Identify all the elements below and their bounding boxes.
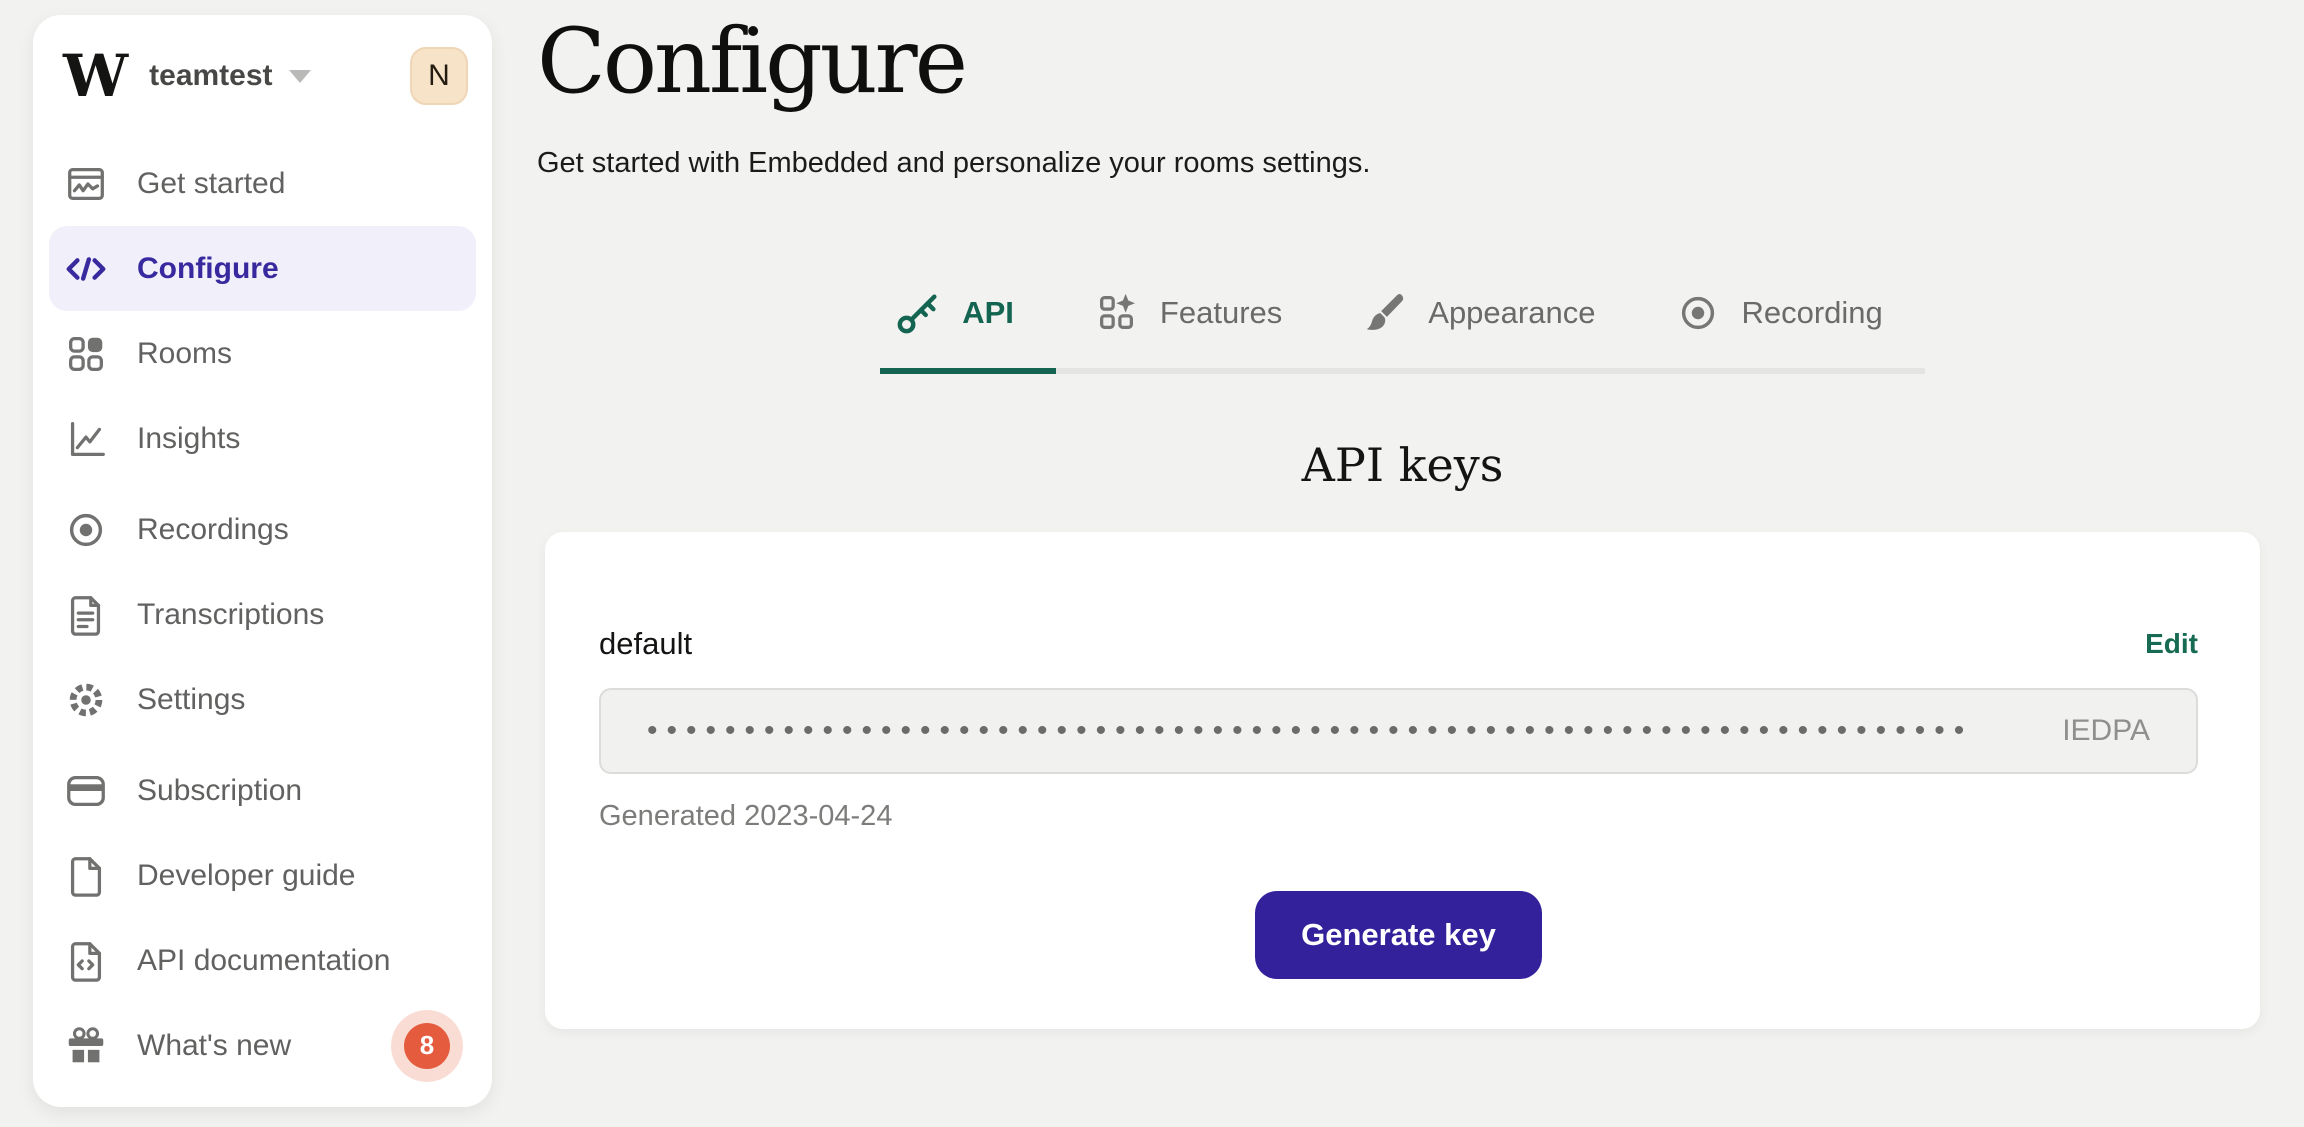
api-key-card — [545, 532, 2260, 1029]
sidebar-item-label: Developer guide — [137, 858, 356, 892]
sidebar-item-configure[interactable] — [49, 226, 476, 311]
sidebar-item-developer-guide[interactable] — [49, 833, 476, 918]
window-chart-icon — [63, 161, 109, 207]
sidebar-header — [49, 41, 476, 123]
sidebar-item-settings[interactable] — [49, 657, 476, 742]
tab-label: Appearance — [1428, 295, 1596, 330]
team-name[interactable]: teamtest — [149, 59, 273, 92]
page-title: Configure — [537, 9, 965, 114]
tab-label: API — [962, 295, 1014, 330]
record-icon — [63, 507, 109, 553]
document-lines-icon — [63, 592, 109, 638]
key-header — [599, 626, 2198, 662]
key-icon — [896, 290, 942, 336]
sidebar-item-label: Settings — [137, 682, 246, 716]
sidebar-item-get-started[interactable] — [49, 141, 476, 226]
credit-card-icon — [63, 768, 109, 814]
sidebar-item-label: Rooms — [137, 336, 233, 370]
configure-content — [545, 290, 2260, 1029]
tab-bar — [880, 290, 1925, 374]
sidebar-item-label: Configure — [137, 251, 279, 285]
gear-icon — [63, 677, 109, 723]
api-keys-heading: API keys — [1301, 438, 1504, 492]
sidebar-item-transcriptions[interactable] — [49, 572, 476, 657]
masked-key-value: •••••••••••••••••••••••••••••••••••••••••••••••••••••••••••••••••••• — [647, 716, 1974, 746]
key-suffix: IEDPA — [2062, 714, 2150, 747]
avatar[interactable]: N — [410, 47, 468, 105]
grid-icon — [63, 331, 109, 377]
sidebar-item-subscription[interactable] — [49, 748, 476, 833]
code-icon — [63, 246, 109, 292]
main-content — [537, 0, 2304, 1029]
tab-appearance[interactable] — [1346, 290, 1637, 368]
button-row — [599, 891, 2198, 979]
api-key-field[interactable] — [599, 688, 2198, 774]
page-subtitle: Get started with Embedded and personalize your rooms settings. — [537, 147, 1371, 179]
sidebar-item-label: Get started — [137, 166, 286, 200]
line-chart-icon — [63, 416, 109, 462]
sidebar-item-label: Recordings — [137, 512, 289, 546]
chevron-down-icon[interactable] — [289, 70, 311, 83]
key-name: default — [599, 626, 693, 661]
paintbrush-icon — [1362, 290, 1408, 336]
tab-recording[interactable] — [1659, 290, 1924, 368]
features-sparkle-icon — [1094, 290, 1140, 336]
page-code-icon — [63, 938, 109, 984]
sidebar-item-label: Subscription — [137, 773, 303, 807]
tab-features[interactable] — [1078, 290, 1324, 368]
sidebar-item-whats-new[interactable] — [49, 1003, 476, 1088]
whereby-logo: W — [63, 42, 126, 110]
sidebar-item-label: API documentation — [137, 943, 391, 977]
generated-date: Generated 2023-04-24 — [599, 800, 893, 832]
sidebar-item-insights[interactable] — [49, 396, 476, 481]
sidebar-item-api-documentation[interactable] — [49, 918, 476, 1003]
generate-key-button[interactable]: Generate key — [1255, 891, 1542, 979]
sidebar-item-label: Insights — [137, 421, 241, 455]
record-icon — [1675, 290, 1721, 336]
sidebar-nav — [49, 141, 476, 1088]
tab-label: Recording — [1741, 295, 1883, 330]
tabs-wrap — [545, 290, 2260, 374]
whats-new-badge: 8 — [404, 1023, 450, 1069]
page-icon — [63, 853, 109, 899]
tab-api[interactable] — [880, 290, 1056, 374]
sidebar — [33, 15, 492, 1107]
sidebar-item-rooms[interactable] — [49, 311, 476, 396]
sidebar-item-label: What's new — [137, 1028, 292, 1062]
tab-label: Features — [1159, 295, 1283, 330]
sidebar-item-recordings[interactable] — [49, 487, 476, 572]
edit-link[interactable]: Edit — [2145, 628, 2198, 659]
gift-icon — [63, 1023, 109, 1069]
sidebar-item-label: Transcriptions — [137, 597, 325, 631]
